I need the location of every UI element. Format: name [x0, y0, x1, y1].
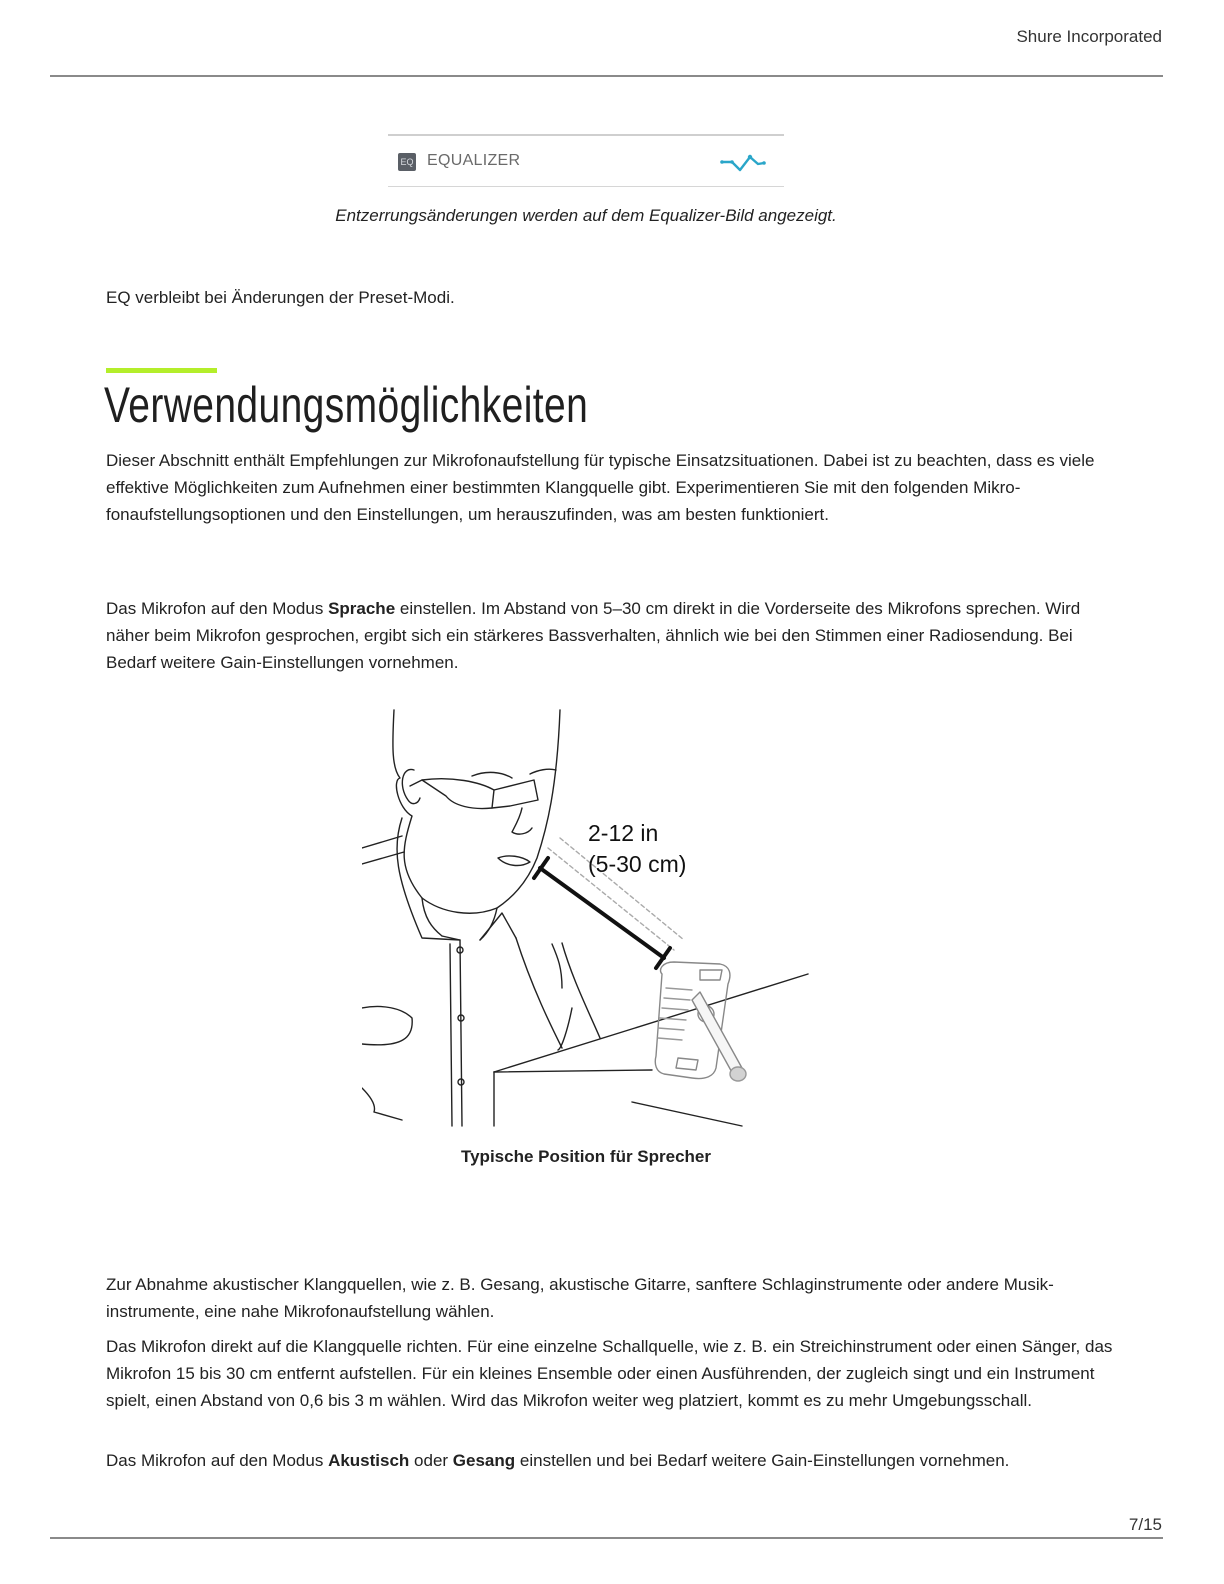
figure-caption: Typische Position für Sprecher [460, 1147, 712, 1166]
mode-sprache: Sprache [328, 599, 396, 618]
acoustic-paragraph-3: Das Mikrofon auf den Modus Akustisch oder Gesang einstellen und bei Bedarf weitere Gain-Einstellungen vornehmen. [106, 1451, 1010, 1470]
acoustic-paragraph-1: Zur Abnahme akustischer Klangquellen, wie z. B. Gesang, akustische Gitarre, sanftere Schlaginstrumente oder andere Musikinstrumente, eine nahe Mikrofonaufstellung wählen. [106, 1275, 1054, 1321]
footer-divider [50, 1537, 1163, 1539]
eq-curve-icon [720, 148, 766, 174]
equalizer-label: EQUALIZER [427, 152, 521, 169]
acoustic-paragraph-2: Das Mikrofon direkt auf die Klangquelle richten. Für eine einzelne Schallquelle, wie z. B. ein Streichinstrument oder einen Sänger, das Mikrofon 15 bis 30 cm entfernt aufstellen. Für ein kleines Ensemble oder einen Ausführenden, der zugleich singt und ein Instrument spielt, einen Abstand von 0,6 bis 3 m wählen. Wird das Mikrofon weiter weg platziert, kommt es zu mehr Umgebungsschall. [106, 1337, 1113, 1410]
header-company-name: Shure Incorporated [1016, 27, 1162, 46]
speech-paragraph: Das Mikrofon auf den Modus Sprache einstellen. Im Abstand von 5–30 cm direkt in die Vorderseite des Mikrofons sprechen. Wird näher beim Mikrofon gesprochen, ergibt sich ein stärkeres Bassverhalten, ähnlich wie bei den Stimmen einer Radiosendung. Bei Bedarf weitere Gain-Einstellungen vornehmen. [106, 599, 1081, 672]
eq-note: EQ verbleibt bei Änderungen der Preset-Modi. [106, 288, 455, 307]
mode-gesang: Gesang [452, 1451, 516, 1470]
distance-label-cm: (5-30 cm) [588, 851, 687, 877]
header-divider [50, 75, 1163, 77]
eq-badge-icon: EQ [398, 153, 416, 171]
equalizer-widget [388, 134, 784, 187]
distance-label-inches: 2-12 in [588, 820, 659, 846]
mode-akustisch: Akustisch [328, 1451, 410, 1470]
page-number: 7/15 [1128, 1515, 1162, 1534]
section-title: Verwendungsmöglichkeiten [104, 377, 589, 433]
section-intro: Dieser Abschnitt enthält Empfehlungen zur Mikrofonaufstellung für typische Einsatzsituationen. Dabei ist zu beachten, dass es viele effektive Möglichkeiten zum Aufnehmen einer bestimmten Klangquelle gibt. Experimentieren Sie mit den folgenden Mikrofonaufstellungsoptionen und den Einstellungen, um herauszufinden, was am besten funktioniert. [106, 451, 1095, 524]
section-accent-bar [106, 368, 217, 373]
speaker-position-illustration [362, 708, 812, 1128]
eq-caption: Entzerrungsänderungen werden auf dem Equalizer-Bild angezeigt. [335, 206, 837, 225]
